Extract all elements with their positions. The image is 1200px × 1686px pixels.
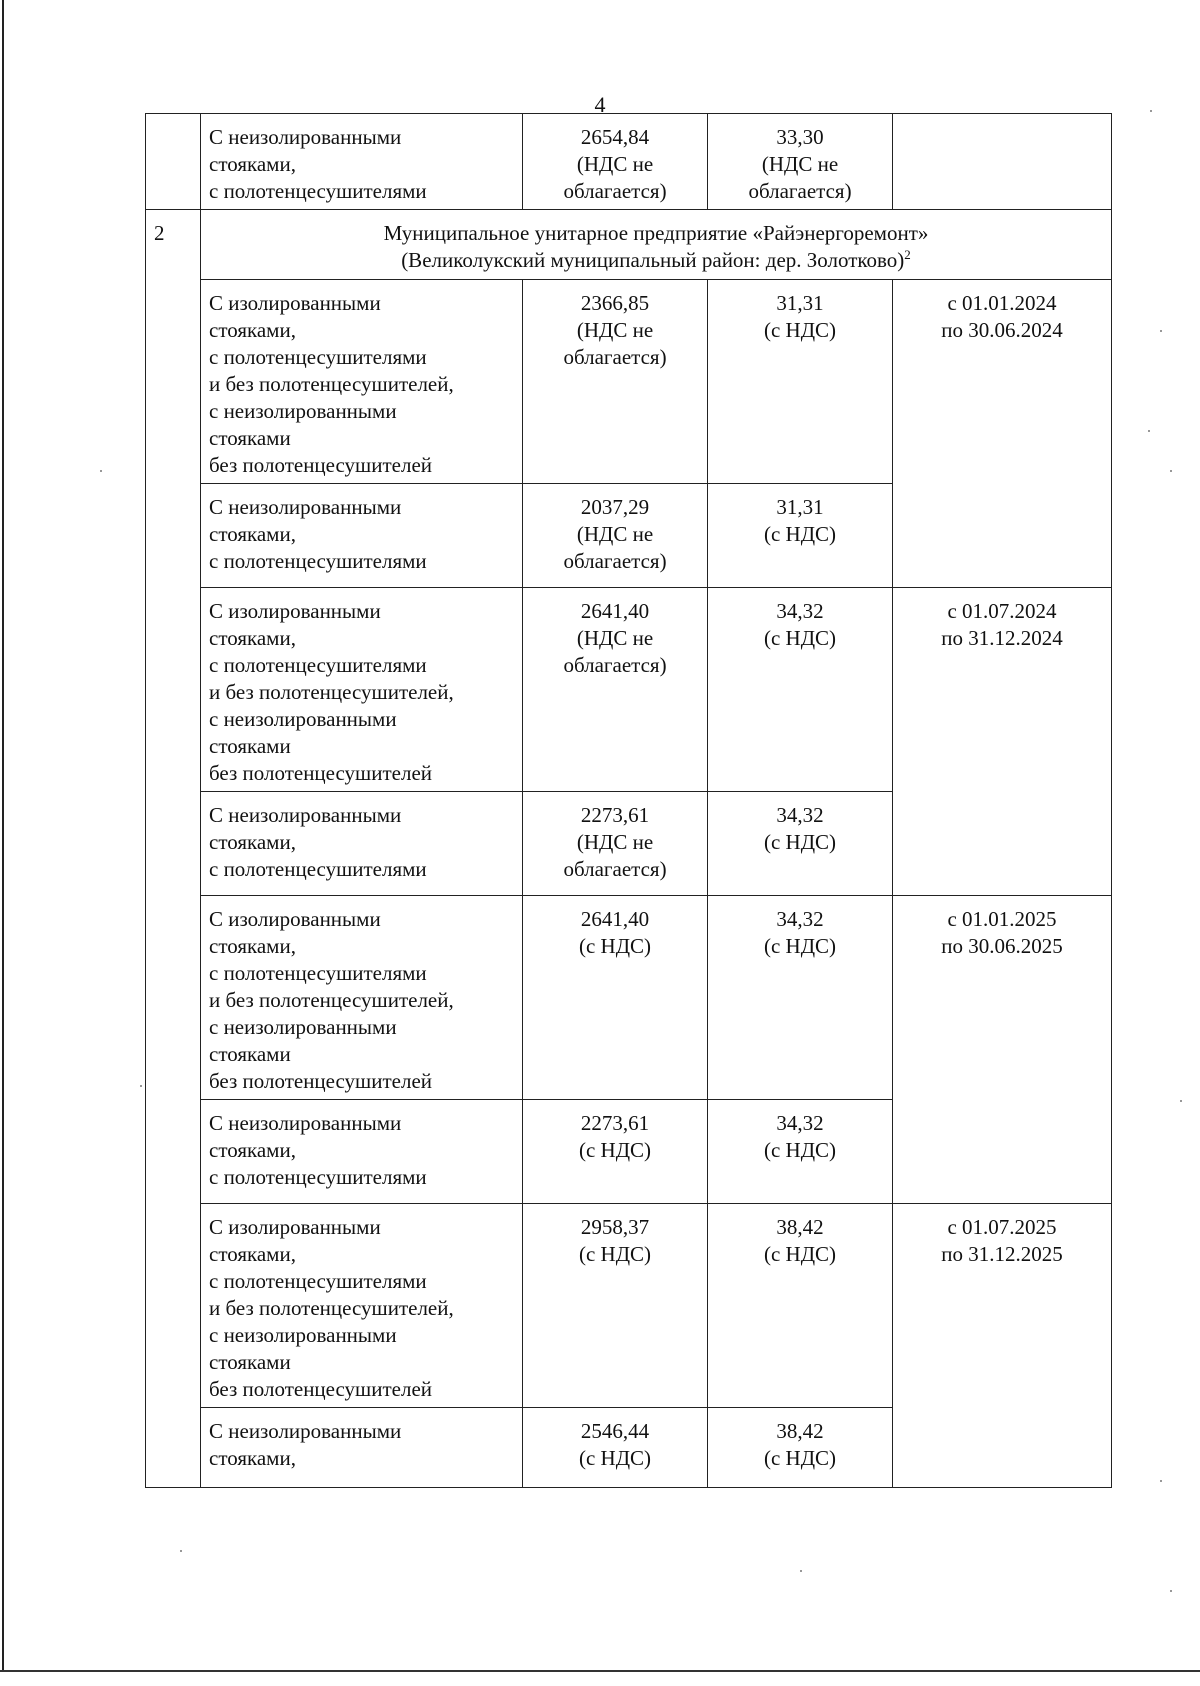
rate-cell: 31,31 (с НДС)	[708, 280, 893, 484]
description-cell: С изолированными стояками, с полотенцесушителями и без полотенцесушителей, с неизолированными стояками без полотенцесушителей	[201, 896, 523, 1100]
description-cell: С неизолированными стояками, с полотенцесушителями	[201, 792, 523, 896]
table-row	[146, 210, 1112, 280]
description-cell: С изолированными стояками, с полотенцесушителями и без полотенцесушителей, с неизолированными стояками без полотенцесушителей	[201, 280, 523, 484]
organization-name: Муниципальное унитарное предприятие «Райэнергоремонт»	[383, 221, 929, 245]
page-number: 4	[594, 92, 606, 117]
scan-speck	[1180, 1100, 1182, 1102]
description-cell: С изолированными стояками, с полотенцесушителями и без полотенцесушителей, с неизолированными стояками без полотенцесушителей	[201, 588, 523, 792]
scan-speck	[1160, 1480, 1162, 1482]
page-edge-left	[2, 0, 4, 1672]
description-cell: С неизолированными стояками, с полотенцесушителями	[201, 1100, 523, 1204]
table-row	[146, 114, 1112, 210]
price-cell: 2958,37 (с НДС)	[523, 1204, 708, 1408]
footnote-marker: 2	[904, 247, 911, 262]
period-cell: с 01.01.2025 по 30.06.2025	[893, 896, 1112, 1204]
scan-speck	[1150, 110, 1152, 112]
period-cell: с 01.07.2024 по 31.12.2024	[893, 588, 1112, 896]
scan-speck	[1148, 430, 1150, 432]
rate-cell: 31,31 (с НДС)	[708, 484, 893, 588]
scan-speck	[100, 470, 102, 472]
scan-speck	[1170, 1590, 1172, 1592]
rate-cell: 33,30 (НДС не облагается)	[708, 114, 893, 210]
price-cell: 2273,61 (с НДС)	[523, 1100, 708, 1204]
rate-cell: 34,32 (с НДС)	[708, 1100, 893, 1204]
scan-speck	[140, 1085, 142, 1087]
period-cell: с 01.07.2025 по 31.12.2025	[893, 1204, 1112, 1488]
description-cell: С изолированными стояками, с полотенцесушителями и без полотенцесушителей, с неизолированными стояками без полотенцесушителей	[201, 1204, 523, 1408]
price-cell: 2366,85 (НДС не облагается)	[523, 280, 708, 484]
scan-speck	[1160, 330, 1162, 332]
rate-cell: 34,32 (с НДС)	[708, 896, 893, 1100]
scan-speck	[800, 1570, 802, 1572]
scan-speck	[180, 1550, 182, 1552]
rate-cell: 34,32 (с НДС)	[708, 588, 893, 792]
price-cell: 2546,44 (с НДС)	[523, 1408, 708, 1488]
page-edge-bottom	[0, 1670, 1200, 1672]
tariff-table	[145, 113, 1112, 1488]
price-cell: 2273,61 (НДС не облагается)	[523, 792, 708, 896]
description-cell: С неизолированными стояками,	[201, 1408, 523, 1488]
organization-location: (Великолукский муниципальный район: дер. Золотково)	[401, 248, 905, 272]
period-cell	[893, 114, 1112, 210]
rate-cell: 38,42 (с НДС)	[708, 1408, 893, 1488]
organization-header	[201, 210, 1112, 280]
price-cell: 2037,29 (НДС не облагается)	[523, 484, 708, 588]
table-row	[146, 280, 1112, 484]
period-cell: с 01.01.2024 по 30.06.2024	[893, 280, 1112, 588]
rate-cell: 34,32 (с НДС)	[708, 792, 893, 896]
table-row	[146, 896, 1112, 1100]
description-cell: С неизолированными стояками, с полотенцесушителями	[201, 114, 523, 210]
price-cell: 2654,84 (НДС не облагается)	[523, 114, 708, 210]
price-cell: 2641,40 (с НДС)	[523, 896, 708, 1100]
table-row	[146, 588, 1112, 792]
scan-speck	[1170, 470, 1172, 472]
row-number-cell: 2	[146, 210, 201, 1488]
price-cell: 2641,40 (НДС не облагается)	[523, 588, 708, 792]
description-cell: С неизолированными стояками, с полотенцесушителями	[201, 484, 523, 588]
rate-cell: 38,42 (с НДС)	[708, 1204, 893, 1408]
row-number-cell	[146, 114, 201, 210]
table-row	[146, 1204, 1112, 1408]
